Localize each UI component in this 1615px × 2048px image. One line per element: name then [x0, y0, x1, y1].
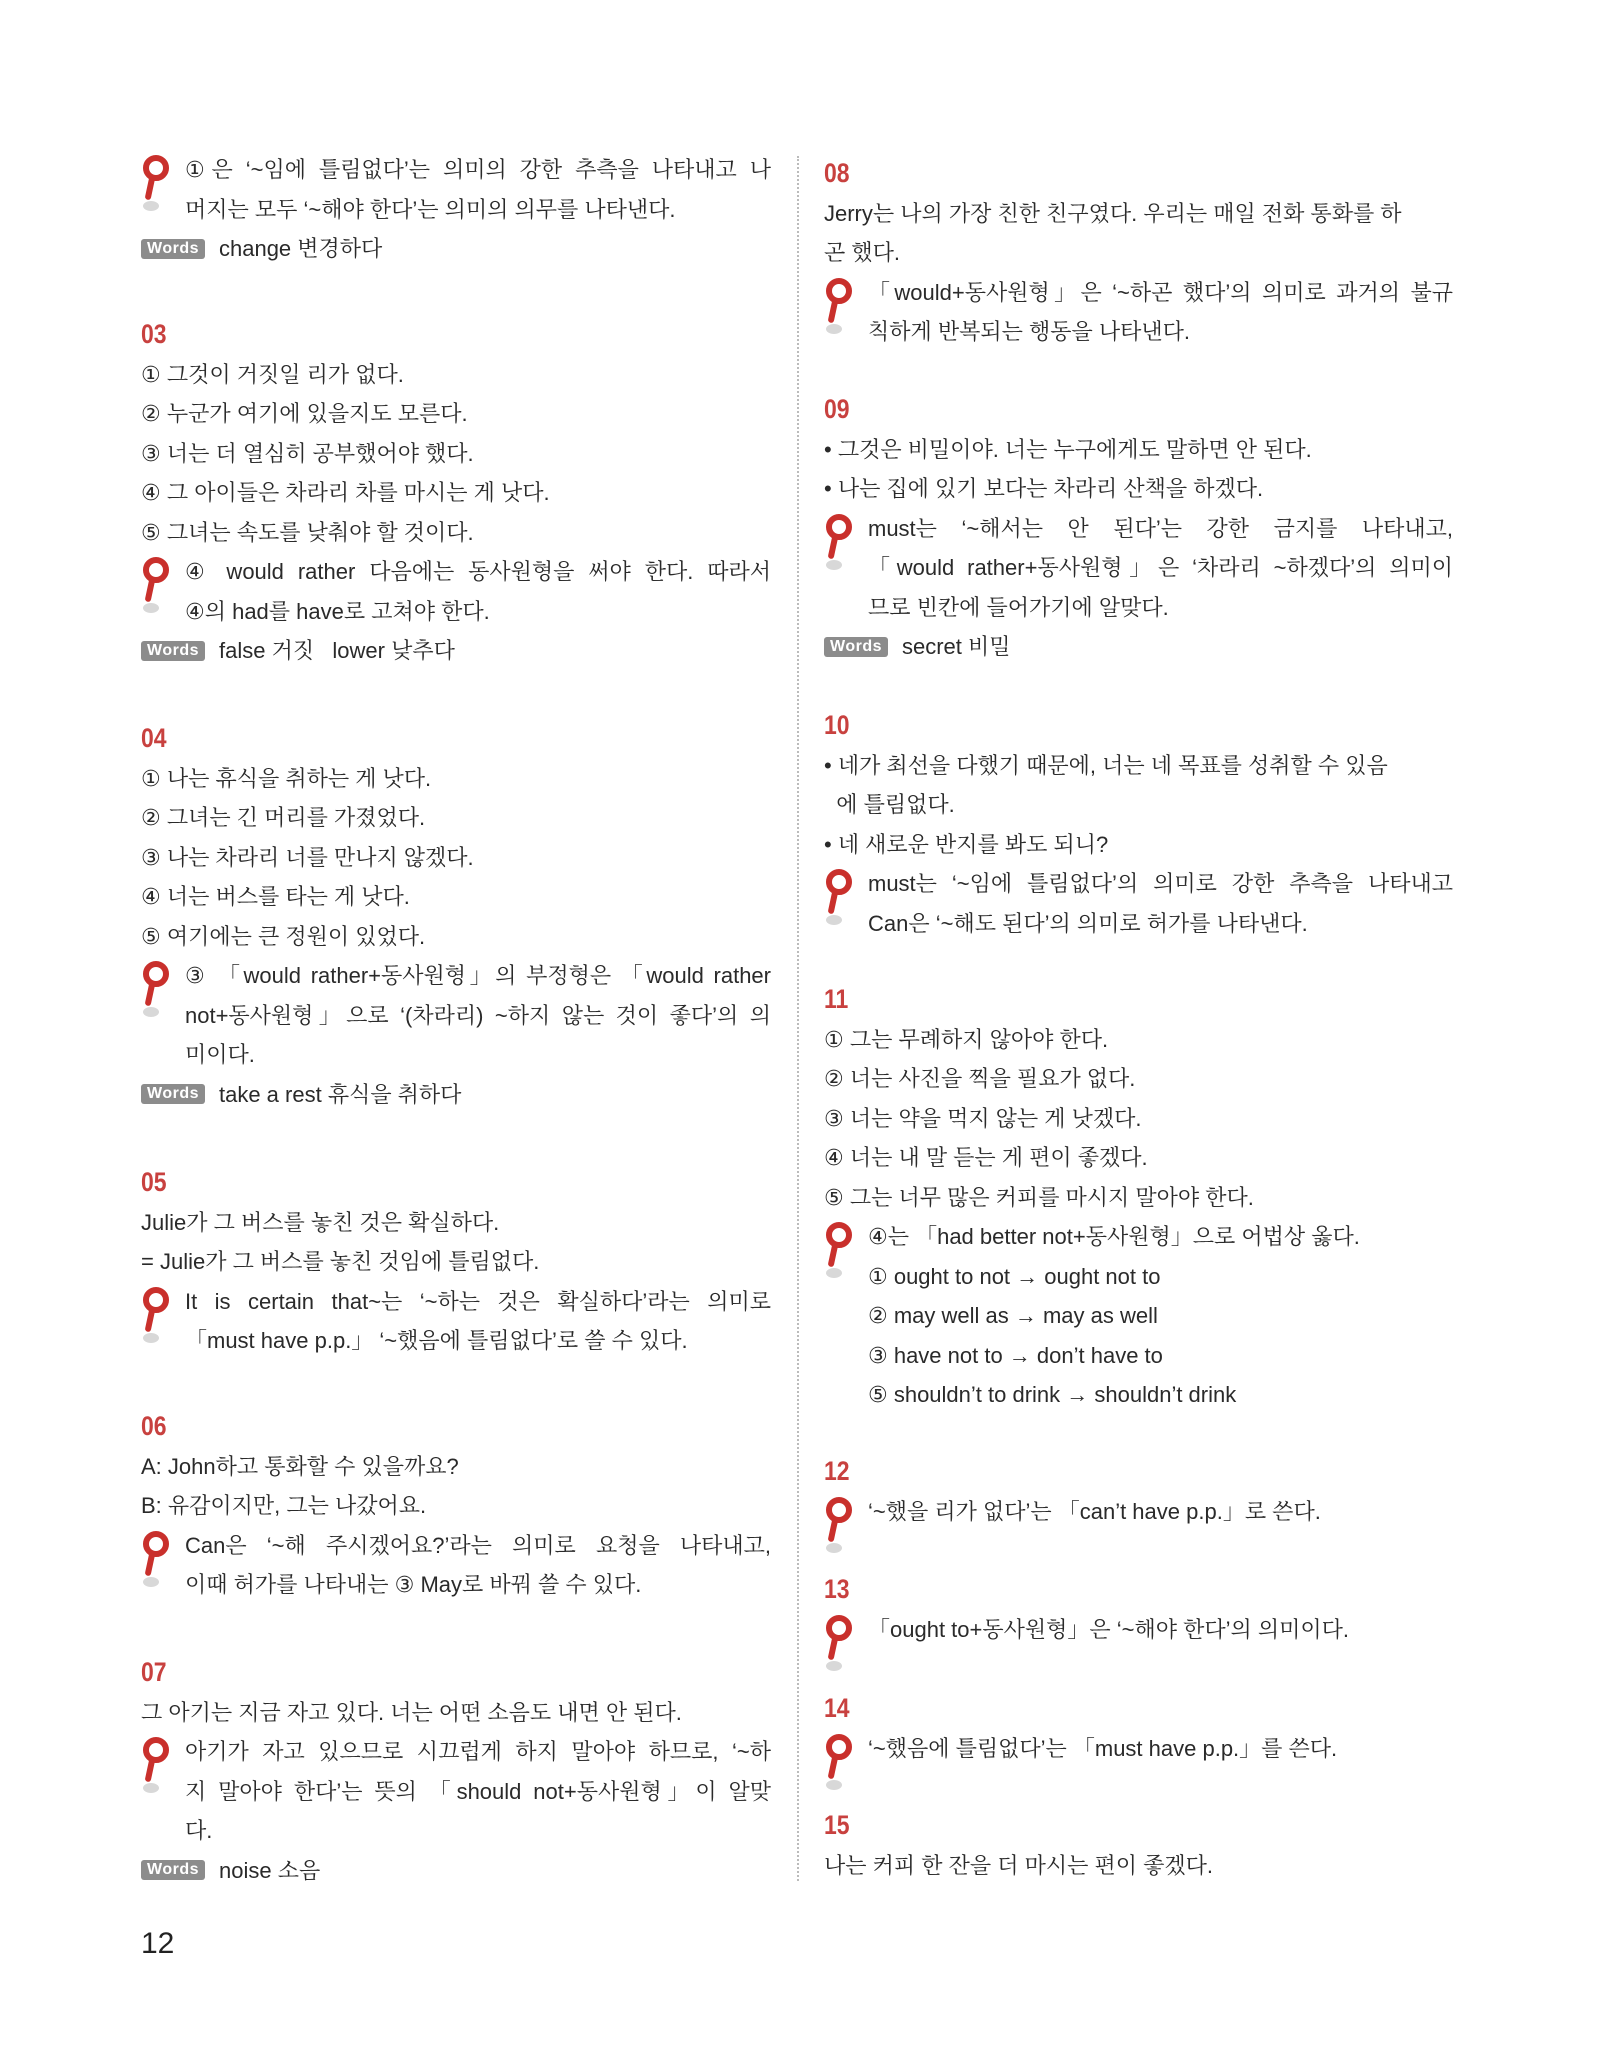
text-line: ② 누군가 여기에 있을지도 모른다.	[141, 401, 468, 426]
words-text: take a rest 휴식을 취하다	[218, 1081, 462, 1107]
question-number: 09	[824, 394, 850, 424]
explanation-line: Can은 ‘~해 주시겠어요?’라는 의미로 요청을 나타내고,	[185, 1532, 771, 1558]
explanation	[141, 1526, 771, 1605]
text-line: 곤 했다.	[824, 240, 900, 265]
explanation-line: It is certain that~는 ‘~하는 것은 확실하다’라는 의미로	[185, 1288, 771, 1314]
explanation	[141, 1282, 771, 1361]
explanation-line: ⑤ shouldn’t to drink → shouldn’t drink	[868, 1382, 1237, 1407]
text-line: ⑤ 여기에는 큰 정원이 있었다.	[141, 923, 426, 949]
explanation	[141, 552, 771, 631]
explanation-line: ② may well as → may as well	[868, 1303, 1158, 1328]
text-line: ① 나는 휴식을 취하는 게 낫다.	[141, 765, 432, 791]
explanation	[141, 150, 771, 229]
explanation-line: 「would rather+동사원형」은 ‘차라리 ~하겠다’의 의미이	[868, 555, 1453, 580]
explanation-line: 머지는 모두 ‘~해야 한다’는 의미의 의무를 나타낸다.	[185, 196, 676, 222]
text-line: = Julie가 그 버스를 놓친 것임에 틀림없다.	[141, 1249, 540, 1274]
explanation	[141, 1732, 771, 1851]
words-row	[141, 631, 771, 671]
key-icon	[822, 1733, 856, 1795]
key-icon	[822, 868, 856, 930]
question-block	[824, 1689, 1453, 1768]
text-line: • 네 새로운 반지를 봐도 되니?	[824, 831, 1109, 857]
explanation-line: 이때 허가를 나타내는 ③ May로 바꿔 쓸 수 있다.	[185, 1572, 642, 1597]
question-block	[141, 719, 771, 1114]
question-block	[141, 315, 771, 671]
text-line: 에 틀림없다.	[824, 792, 955, 817]
explanation-line: 칙하게 반복되는 행동을 나타낸다.	[868, 319, 1190, 344]
question-block	[824, 1806, 1453, 1885]
explanation-line: 미이다.	[185, 1042, 255, 1067]
words-badge: Words	[141, 641, 205, 661]
explanation	[824, 273, 1453, 352]
key-icon	[139, 556, 173, 618]
words-row	[141, 229, 771, 269]
question-number: 12	[824, 1456, 850, 1486]
explanation	[824, 1610, 1453, 1650]
question-block	[141, 1653, 771, 1890]
key-icon	[822, 277, 856, 339]
question-block	[141, 1407, 771, 1605]
words-row	[824, 627, 1453, 667]
text-line: 그 아기는 지금 자고 있다. 너는 어떤 소음도 내면 안 된다.	[141, 1699, 682, 1725]
explanation	[824, 1729, 1453, 1769]
explanation	[824, 509, 1453, 628]
question-block	[824, 706, 1453, 943]
text-line: B: 유감이지만, 그는 나갔어요.	[141, 1493, 427, 1518]
words-badge: Words	[141, 239, 205, 259]
text-line: Jerry는 나의 가장 친한 친구였다. 우리는 매일 전화 통화를 하	[824, 200, 1402, 226]
text-line: ① 그는 무례하지 않아야 한다.	[824, 1026, 1109, 1052]
explanation-line: ④의 had를 have로 고쳐야 한다.	[185, 598, 490, 624]
text-line: ⑤ 그녀는 속도를 낮춰야 할 것이다.	[141, 519, 474, 545]
key-icon	[822, 1496, 856, 1558]
explanation-line: 다.	[185, 1818, 213, 1843]
text-line: A: John하고 통화할 수 있을까요?	[141, 1453, 459, 1479]
words-text: change 변경하다	[218, 236, 383, 261]
explanation-line: 아기가 자고 있으므로 시끄럽게 하지 말아야 하므로, ‘~하	[185, 1739, 771, 1764]
explanation-line: ‘~했음에 틀림없다’는 「must have p.p.」를 쓴다.	[868, 1735, 1338, 1761]
explanation-line: ④는 「had better not+동사원형」으로 어법상 옳다.	[868, 1224, 1360, 1249]
explanation	[824, 1492, 1453, 1532]
explanation	[824, 864, 1453, 943]
explanation-line: ④ would rather 다음에는 동사원형을 써야 한다. 따라서	[185, 559, 771, 584]
question-number: 05	[141, 1167, 167, 1197]
text-line: ④ 너는 내 말 듣는 게 편이 좋겠다.	[824, 1145, 1148, 1170]
words-text: secret 비밀	[901, 634, 1011, 659]
words-row	[141, 1851, 771, 1891]
key-icon	[822, 1221, 856, 1283]
text-line: ③ 너는 약을 먹지 않는 게 낫겠다.	[824, 1105, 1142, 1131]
text-line: ④ 너는 버스를 타는 게 낫다.	[141, 884, 410, 909]
words-row	[141, 1075, 771, 1115]
question-number: 06	[141, 1411, 167, 1441]
text-line: ③ 너는 더 열심히 공부했어야 했다.	[141, 440, 474, 466]
page-number: 12	[141, 1927, 175, 1960]
words-badge: Words	[824, 637, 888, 657]
key-icon	[139, 1736, 173, 1798]
text-line: ② 그녀는 긴 머리를 가졌었다.	[141, 805, 426, 830]
explanation-line: 므로 빈칸에 들어가기에 알맞다.	[868, 594, 1169, 620]
words-text: false 거짓 lower 낮추다	[218, 638, 455, 663]
text-line: ② 너는 사진을 찍을 필요가 없다.	[824, 1066, 1136, 1091]
text-line: ③ 나는 차라리 너를 만나지 않겠다.	[141, 844, 474, 870]
key-icon	[139, 1530, 173, 1592]
question-block	[141, 150, 771, 269]
text-line: ⑤ 그는 너무 많은 커피를 마시지 말아야 한다.	[824, 1184, 1254, 1210]
question-number: 14	[824, 1693, 850, 1723]
question-block	[141, 1163, 771, 1361]
key-icon	[139, 154, 173, 216]
question-block	[824, 390, 1453, 667]
explanation	[141, 956, 771, 1075]
explanation-line: ‘~했을 리가 없다’는 「can’t have p.p.」로 쓴다.	[868, 1498, 1321, 1524]
question-block	[824, 154, 1453, 352]
question-block	[824, 1452, 1453, 1531]
explanation-line: ① ought to not → ought not to	[868, 1263, 1161, 1289]
question-number: 11	[824, 984, 849, 1014]
explanation-line: not+동사원형」으로 ‘(차라리) ~하지 않는 것이 좋다’의 의	[185, 1002, 771, 1028]
key-icon	[822, 1614, 856, 1676]
question-number: 07	[141, 1657, 167, 1687]
explanation-line: must는 ‘~임에 틀림없다’의 의미로 강한 추측을 나타내고	[868, 871, 1453, 896]
question-number: 08	[824, 158, 850, 188]
explanation-line: ③ 「would rather+동사원형」의 부정형은 「would rather	[185, 963, 771, 988]
key-icon	[139, 1286, 173, 1348]
words-badge: Words	[141, 1084, 205, 1104]
text-line: 나는 커피 한 잔을 더 마시는 편이 좋겠다.	[824, 1852, 1213, 1878]
question-block	[824, 980, 1453, 1415]
column-divider	[797, 156, 799, 1881]
explanation-line: 「must have p.p.」 ‘~했음에 틀림없다’로 쓸 수 있다.	[185, 1328, 688, 1353]
right-column	[824, 0, 1453, 1900]
text-line: • 그것은 비밀이야. 너는 누구에게도 말하면 안 된다.	[824, 436, 1312, 462]
key-icon	[139, 960, 173, 1022]
question-block	[824, 1570, 1453, 1649]
question-number: 04	[141, 723, 167, 753]
explanation-line: 「ought to+동사원형」은 ‘~해야 한다’의 의미이다.	[868, 1616, 1349, 1642]
text-line: ④ 그 아이들은 차라리 차를 마시는 게 낫다.	[141, 480, 550, 505]
explanation-line: Can은 ‘~해도 된다’의 의미로 허가를 나타낸다.	[868, 910, 1308, 936]
explanation-line: ①은 ‘~임에 틀림없다’는 의미의 강한 추측을 나타내고 나	[185, 157, 771, 182]
explanation-line: 지 말아야 한다’는 뜻의 「should not+동사원형」이 알맞	[185, 1778, 771, 1804]
text-line: • 나는 집에 있기 보다는 차라리 산책을 하겠다.	[824, 476, 1264, 501]
question-number: 15	[824, 1810, 850, 1840]
text-line: • 네가 최선을 다했기 때문에, 너는 네 목표를 성취할 수 있음	[824, 752, 1388, 778]
explanation-line: 「would+동사원형」은 ‘~하곤 했다’의 의미로 과거의 불규	[868, 279, 1453, 305]
words-text: noise 소음	[218, 1857, 321, 1883]
text-line: ① 그것이 거짓일 리가 없다.	[141, 361, 404, 387]
words-badge: Words	[141, 1860, 205, 1880]
text-line: Julie가 그 버스를 놓친 것은 확실하다.	[141, 1209, 500, 1235]
key-icon	[822, 513, 856, 575]
explanation-line: ③ have not to → don’t have to	[868, 1342, 1163, 1368]
left-column	[141, 0, 771, 1900]
question-number: 03	[141, 319, 167, 349]
explanation-line: must는 ‘~해서는 안 된다’는 강한 금지를 나타내고,	[868, 515, 1453, 541]
question-number: 10	[824, 710, 850, 740]
question-number: 13	[824, 1574, 850, 1604]
explanation	[824, 1217, 1453, 1415]
